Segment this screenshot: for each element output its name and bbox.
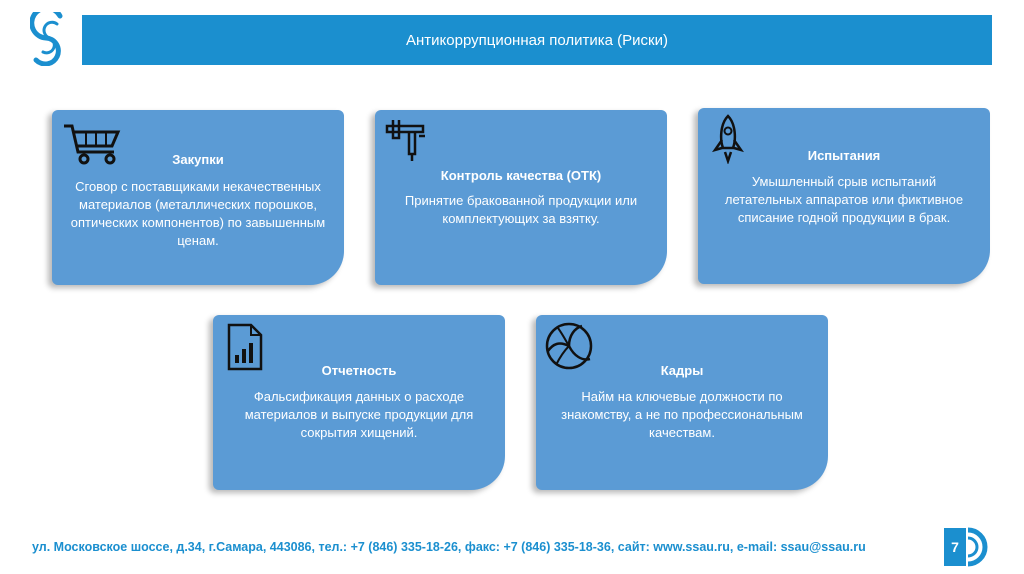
page-header xyxy=(82,15,992,65)
card-title: Контроль качества (ОТК) xyxy=(440,168,602,183)
page-title: Антикоррупционная политика (Риски) xyxy=(406,31,668,49)
risk-card-testing xyxy=(698,108,990,284)
card-text: Умышленный срыв испытаний летательных аппаратов или фиктивное списание годной продукции в брак. xyxy=(724,174,964,225)
page-logo-icon xyxy=(966,526,994,568)
page-number: 7 xyxy=(944,528,966,566)
card-text: Принятие бракованной продукции или комплектующих за взятку. xyxy=(404,193,638,226)
footer-contacts: ул. Московское шоссе, д.34, г.Самара, 443086, тел.: +7 (846) 335-18-26, факс: +7 (846) 335-18-36, сайт: www.ssau.ru, e-mail: ssau@ssau.ru xyxy=(32,540,866,554)
card-text: Сговор с поставщиками некачественных материалов (металлических порошков, оптических компонентов) по завышенным ценам. xyxy=(70,179,326,248)
risk-card-procurement xyxy=(52,110,344,285)
card-text: Фальсификация данных о расходе материалов и выпуске продукции для сокрытия хищений. xyxy=(244,389,474,440)
card-title: Кадры xyxy=(660,363,704,378)
card-text: Найм на ключевые должности по знакомству, а не по профессиональным качествам. xyxy=(561,389,803,440)
risk-card-quality-control xyxy=(375,110,667,285)
card-title: Испытания xyxy=(807,148,881,163)
card-title: Закупки xyxy=(172,152,224,167)
risk-card-reporting xyxy=(213,315,505,490)
risk-card-personnel xyxy=(536,315,828,490)
caliper-icon xyxy=(383,116,429,164)
university-logo-icon xyxy=(30,12,72,66)
card-title: Отчетность xyxy=(321,363,397,378)
